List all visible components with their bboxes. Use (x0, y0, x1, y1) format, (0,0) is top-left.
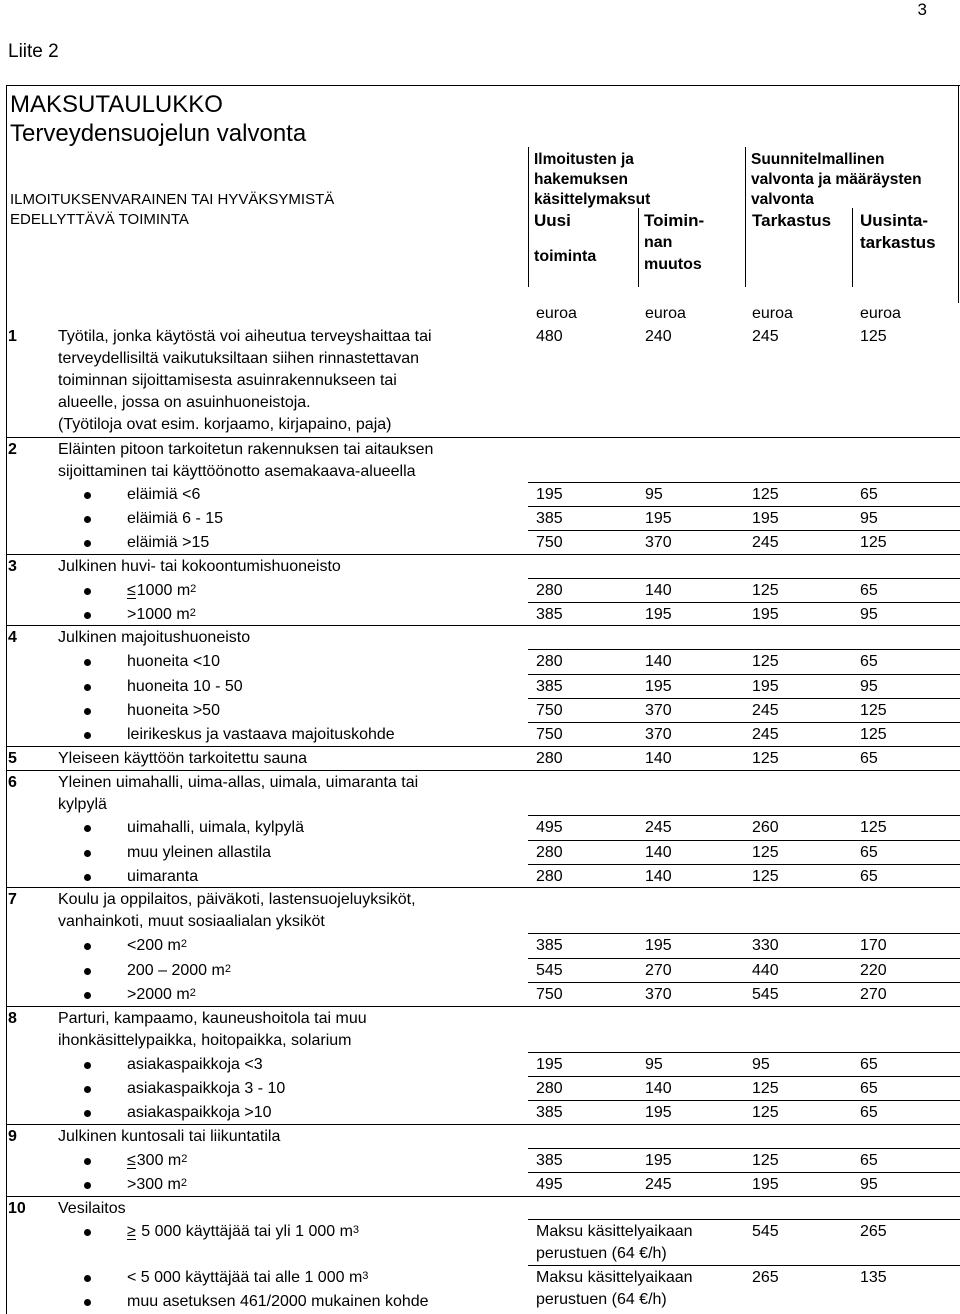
row-separator (6, 770, 960, 771)
row-separator (528, 864, 960, 865)
row-separator (528, 1100, 960, 1101)
row-separator (528, 602, 960, 603)
row-separator (528, 815, 960, 816)
row-separator (528, 506, 960, 507)
table-left-border (6, 85, 7, 1314)
row-separator (528, 1148, 960, 1149)
row-separator (6, 437, 960, 438)
header-change: Toimin- nan muutos (644, 211, 705, 273)
header-divider-mid (745, 147, 746, 287)
page-subtitle: Terveydensuojelun valvonta (10, 120, 307, 147)
row-separator (528, 982, 960, 983)
row-separator (528, 482, 960, 483)
header-divider-col2 (638, 208, 639, 287)
header-inspection: Tarkastus (752, 211, 832, 230)
row-separator (6, 1006, 960, 1007)
header-divider-left (528, 147, 529, 287)
row-separator (6, 887, 960, 888)
row-separator (528, 1052, 960, 1053)
header-group-supervision: Suunnitelmallinen valvonta ja määräysten valvonta (751, 151, 922, 208)
row-separator (6, 746, 960, 747)
row-separator (528, 1265, 960, 1266)
row-separator (528, 1172, 960, 1173)
row-separator (528, 530, 960, 531)
row-separator (6, 1124, 960, 1125)
row-separator (528, 958, 960, 959)
row-separator (528, 933, 960, 934)
header-new-operation: Uusi toiminta (534, 211, 597, 265)
row-separator (6, 1196, 960, 1197)
table-right-border (958, 85, 959, 303)
row-separator (6, 554, 960, 555)
table-top-border (6, 85, 960, 86)
page-title: MAKSUTAULUKKO (10, 91, 223, 118)
row-separator (528, 649, 960, 650)
row-separator (528, 1076, 960, 1077)
row-separator (528, 1219, 960, 1220)
category-label: ILMOITUKSENVARAINEN TAI HYVÄKSYMISTÄ EDELLYTTÄVÄ TOIMINTA (10, 191, 335, 228)
page-number: 3 (917, 0, 927, 19)
row-separator (6, 625, 960, 626)
appendix-label: Liite 2 (8, 41, 59, 62)
header-group-processing: Ilmoitusten ja hakemuksen käsittelymaksut (534, 151, 651, 208)
row-separator (528, 722, 960, 723)
row-separator (528, 674, 960, 675)
row-separator (528, 698, 960, 699)
row-separator (528, 840, 960, 841)
header-divider-col4 (852, 208, 853, 287)
header-reinspection: Uusinta- tarkastus (860, 211, 936, 252)
row-separator (528, 578, 960, 579)
